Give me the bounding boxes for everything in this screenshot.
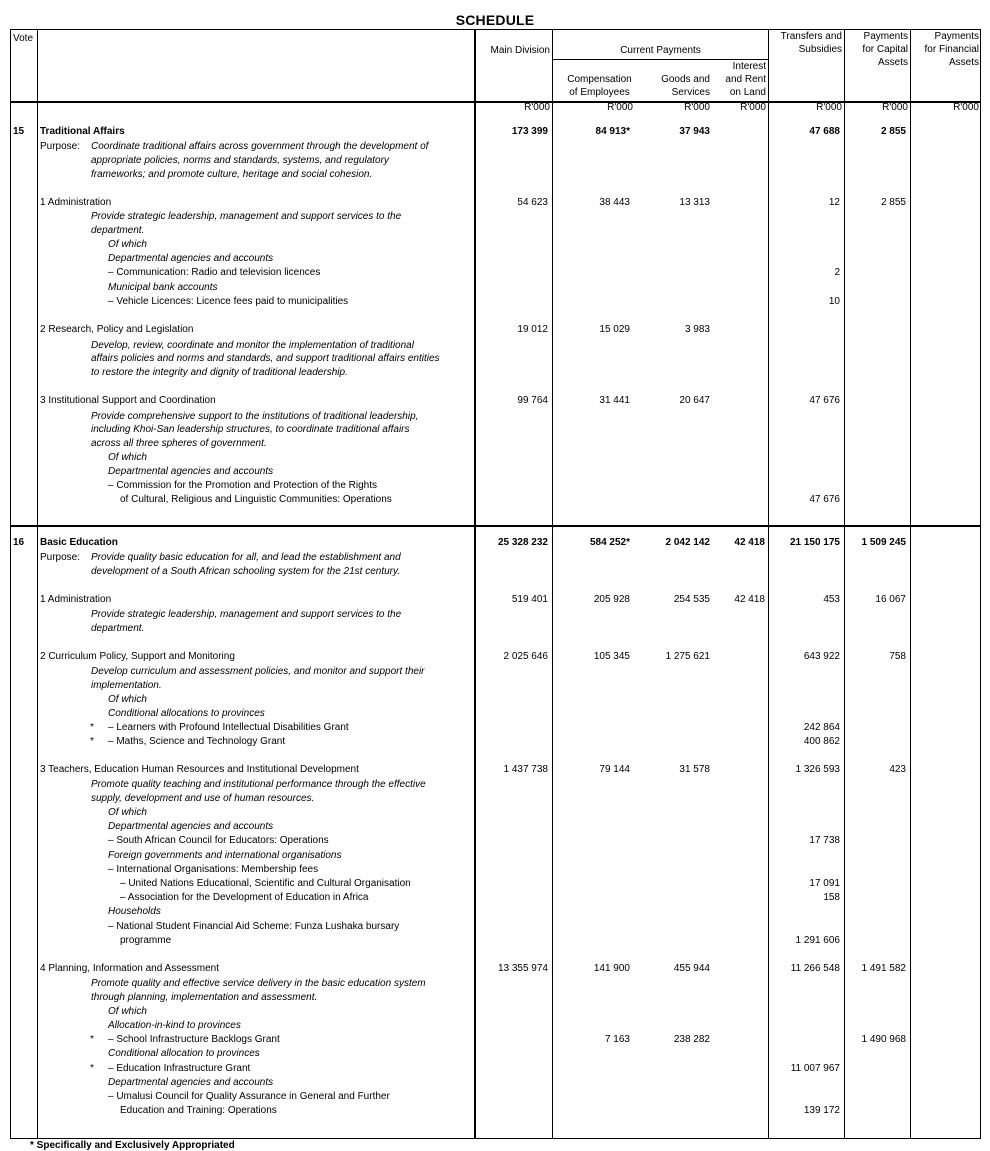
row-label: – Maths, Science and Technology Grant xyxy=(108,736,286,747)
header-vote: Vote xyxy=(13,33,34,44)
amount-cell: 1 275 621 xyxy=(665,651,710,662)
row-label: – Learners with Profound Intellectual Disabilities Grant xyxy=(108,722,349,733)
unit-label: R'000 xyxy=(607,102,633,113)
amount-cell: 84 913* xyxy=(595,126,630,137)
row-label: Coordinate traditional affairs across government through the development of xyxy=(91,141,429,152)
amount-cell: 47 688 xyxy=(809,126,840,137)
current-payments-rule xyxy=(553,59,768,60)
amount-cell: 1 490 968 xyxy=(861,1034,906,1045)
amount-cell: 584 252* xyxy=(589,537,630,548)
header-financial: Assets xyxy=(948,57,979,68)
row-label: to restore the integrity and dignity of traditional leadership. xyxy=(91,367,348,378)
row-label: Provide strategic leadership, management and support services to the xyxy=(91,609,402,620)
appropriation-star: * xyxy=(90,736,94,747)
row-label: Promote quality teaching and institutional performance through the effective xyxy=(91,779,426,790)
row-label: Develop, review, coordinate and monitor the implementation of traditional xyxy=(91,340,414,351)
header-capital: Assets xyxy=(877,57,908,68)
amount-cell: 13 313 xyxy=(679,197,710,208)
header-capital: for Capital xyxy=(862,44,908,55)
amount-cell: 1 291 606 xyxy=(795,935,840,946)
header-capital: Payments xyxy=(863,31,908,42)
amount-cell: 15 029 xyxy=(599,324,630,335)
unit-label: R'000 xyxy=(953,102,979,113)
appropriation-star: * xyxy=(90,722,94,733)
row-label: development of a South African schooling system for the 21st century. xyxy=(91,566,401,577)
unit-label: R'000 xyxy=(524,102,550,113)
amount-cell: 42 418 xyxy=(734,537,765,548)
row-label: – International Organisations: Membership fees xyxy=(108,864,319,875)
header-financial: for Financial xyxy=(924,44,979,55)
row-label: – Commission for the Promotion and Protection of the Rights xyxy=(108,480,378,491)
footnote: * Specifically and Exclusively Appropriated xyxy=(30,1140,235,1151)
row-label: through planning, implementation and assessment. xyxy=(91,992,318,1003)
unit-label: R'000 xyxy=(816,102,842,113)
amount-cell: 105 345 xyxy=(593,651,630,662)
amount-cell: 54 623 xyxy=(517,197,548,208)
row-label: – Vehicle Licences: Licence fees paid to municipalities xyxy=(108,296,349,307)
row-label: Of which xyxy=(108,1006,147,1017)
amount-cell: 423 xyxy=(889,764,906,775)
amount-cell: 47 676 xyxy=(809,494,840,505)
amount-cell: 2 855 xyxy=(880,126,906,137)
row-label: Provide quality basic education for all, and lead the establishment and xyxy=(91,552,401,563)
header-interest: on Land xyxy=(729,87,766,98)
amount-cell: 205 928 xyxy=(593,594,630,605)
row-label: Of which xyxy=(108,694,147,705)
vote-number: 15 xyxy=(13,126,25,137)
header-goods: Services xyxy=(671,87,710,98)
row-label: Departmental agencies and accounts xyxy=(108,1077,274,1088)
appropriation-star: * xyxy=(90,1034,94,1045)
amount-cell: 141 900 xyxy=(593,963,630,974)
row-label: 1 Administration xyxy=(40,197,112,208)
amount-cell: 238 282 xyxy=(673,1034,710,1045)
amount-cell: 158 xyxy=(823,892,840,903)
row-label: 3 Teachers, Education Human Resources and Institutional Development xyxy=(40,764,359,775)
amount-cell: 1 326 593 xyxy=(795,764,840,775)
amount-cell: 519 401 xyxy=(511,594,548,605)
amount-cell: 139 172 xyxy=(803,1105,840,1116)
row-label: Departmental agencies and accounts xyxy=(108,821,274,832)
row-label: department. xyxy=(91,623,145,634)
amount-cell: 2 042 142 xyxy=(665,537,710,548)
amount-cell: 79 144 xyxy=(599,764,630,775)
row-label: – Communication: Radio and television licences xyxy=(108,267,321,278)
header-compensation: of Employees xyxy=(569,87,630,98)
row-label: Promote quality and effective service delivery in the basic education system xyxy=(91,978,426,989)
header-compensation: Compensation xyxy=(567,74,632,85)
unit-label: R'000 xyxy=(684,102,710,113)
row-label: Conditional allocation to provinces xyxy=(108,1048,260,1059)
header-interest: Interest xyxy=(732,61,766,72)
row-label: Provide comprehensive support to the institutions of traditional leadership, xyxy=(91,411,419,422)
row-label: appropriate policies, norms and standards, systems, and regulatory xyxy=(91,155,389,166)
row-label: Provide strategic leadership, management and support services to the xyxy=(91,211,402,222)
row-label: implementation. xyxy=(91,680,162,691)
row-label: programme xyxy=(120,935,172,946)
row-label: Of which xyxy=(108,452,147,463)
amount-cell: 10 xyxy=(828,296,840,307)
row-label: department. xyxy=(91,225,145,236)
row-label: frameworks; and promote culture, heritage and social cohesion. xyxy=(91,169,373,180)
amount-cell: 17 738 xyxy=(809,835,840,846)
row-label: Households xyxy=(108,906,161,917)
row-label: 1 Administration xyxy=(40,594,112,605)
row-label: Purpose: xyxy=(40,552,81,563)
amount-cell: 19 012 xyxy=(517,324,548,335)
row-label: Conditional allocations to provinces xyxy=(108,708,265,719)
row-label: Municipal bank accounts xyxy=(108,282,218,293)
row-label: – Association for the Development of Education in Africa xyxy=(120,892,369,903)
vote-separator-rule xyxy=(10,525,981,527)
header-interest: and Rent xyxy=(725,74,766,85)
row-label: Basic Education xyxy=(40,537,118,548)
amount-cell: 31 441 xyxy=(599,395,630,406)
amount-cell: 99 764 xyxy=(517,395,548,406)
row-label: including Khoi-San leadership structures, to coordinate traditional affairs xyxy=(91,424,410,435)
amount-cell: 37 943 xyxy=(679,126,710,137)
unit-label: R'000 xyxy=(740,102,766,113)
row-label: – Umalusi Council for Quality Assurance in General and Further xyxy=(108,1091,390,1102)
amount-cell: 173 399 xyxy=(511,126,548,137)
row-label: Education and Training: Operations xyxy=(120,1105,277,1116)
column-rule xyxy=(844,29,845,1139)
row-label: 2 Research, Policy and Legislation xyxy=(40,324,194,335)
row-label: 3 Institutional Support and Coordination xyxy=(40,395,216,406)
appropriation-star: * xyxy=(90,1063,94,1074)
amount-cell: 1 437 738 xyxy=(503,764,548,775)
amount-cell: 12 xyxy=(828,197,840,208)
amount-cell: 11 266 548 xyxy=(790,963,840,974)
amount-cell: 3 983 xyxy=(684,324,710,335)
amount-cell: 31 578 xyxy=(679,764,710,775)
amount-cell: 242 864 xyxy=(803,722,840,733)
row-label: Departmental agencies and accounts xyxy=(108,466,274,477)
row-label: affairs policies and norms and standards, and support traditional affairs entities xyxy=(91,353,440,364)
amount-cell: 21 150 175 xyxy=(789,537,840,548)
row-label: Foreign governments and international organisations xyxy=(108,850,342,861)
amount-cell: 453 xyxy=(823,594,840,605)
row-label: Traditional Affairs xyxy=(40,126,125,137)
row-label: Departmental agencies and accounts xyxy=(108,253,274,264)
amount-cell: 25 328 232 xyxy=(497,537,548,548)
row-label: Develop curriculum and assessment policies, and monitor and support their xyxy=(91,666,425,677)
column-rule xyxy=(37,29,38,1139)
unit-label: R'000 xyxy=(882,102,908,113)
header-current-payments: Current Payments xyxy=(620,45,701,56)
amount-cell: 16 067 xyxy=(875,594,906,605)
amount-cell: 254 535 xyxy=(673,594,710,605)
amount-cell: 38 443 xyxy=(599,197,630,208)
row-label: – South African Council for Educators: Operations xyxy=(108,835,329,846)
row-label: 4 Planning, Information and Assessment xyxy=(40,963,219,974)
header-goods: Goods and xyxy=(661,74,710,85)
row-label: Of which xyxy=(108,807,147,818)
header-financial: Payments xyxy=(934,31,979,42)
header-transfers: Subsidies xyxy=(798,44,842,55)
row-label: of Cultural, Religious and Linguistic Communities: Operations xyxy=(120,494,392,505)
row-label: Allocation-in-kind to provinces xyxy=(108,1020,241,1031)
row-label: Purpose: xyxy=(40,141,81,152)
column-rule xyxy=(910,29,911,1139)
amount-cell: 47 676 xyxy=(809,395,840,406)
vote-number: 16 xyxy=(13,537,25,548)
row-label: – Education Infrastructure Grant xyxy=(108,1063,251,1074)
row-label: across all three spheres of government. xyxy=(91,438,267,449)
amount-cell: 643 922 xyxy=(803,651,840,662)
amount-cell: 17 091 xyxy=(809,878,840,889)
amount-cell: 758 xyxy=(889,651,906,662)
header-main-division: Main Division xyxy=(490,45,550,56)
amount-cell: 1 509 245 xyxy=(861,537,906,548)
amount-cell: 455 944 xyxy=(673,963,710,974)
amount-cell: 11 007 967 xyxy=(790,1063,840,1074)
header-transfers: Transfers and xyxy=(780,31,842,42)
row-label: supply, development and use of human resources. xyxy=(91,793,315,804)
amount-cell: 7 163 xyxy=(604,1034,630,1045)
row-label: – United Nations Educational, Scientific and Cultural Organisation xyxy=(120,878,411,889)
amount-cell: 42 418 xyxy=(734,594,765,605)
row-label: 2 Curriculum Policy, Support and Monitoring xyxy=(40,651,235,662)
row-label: – National Student Financial Aid Scheme: Funza Lushaka bursary xyxy=(108,921,400,932)
amount-cell: 2 025 646 xyxy=(503,651,548,662)
amount-cell: 2 855 xyxy=(880,197,906,208)
amount-cell: 2 xyxy=(834,267,840,278)
page-title: SCHEDULE xyxy=(455,12,535,28)
amount-cell: 1 491 582 xyxy=(861,963,906,974)
column-rule xyxy=(768,29,769,1139)
row-label: – School Infrastructure Backlogs Grant xyxy=(108,1034,280,1045)
amount-cell: 400 862 xyxy=(803,736,840,747)
amount-cell: 13 355 974 xyxy=(497,963,548,974)
row-label: Of which xyxy=(108,239,147,250)
amount-cell: 20 647 xyxy=(679,395,710,406)
